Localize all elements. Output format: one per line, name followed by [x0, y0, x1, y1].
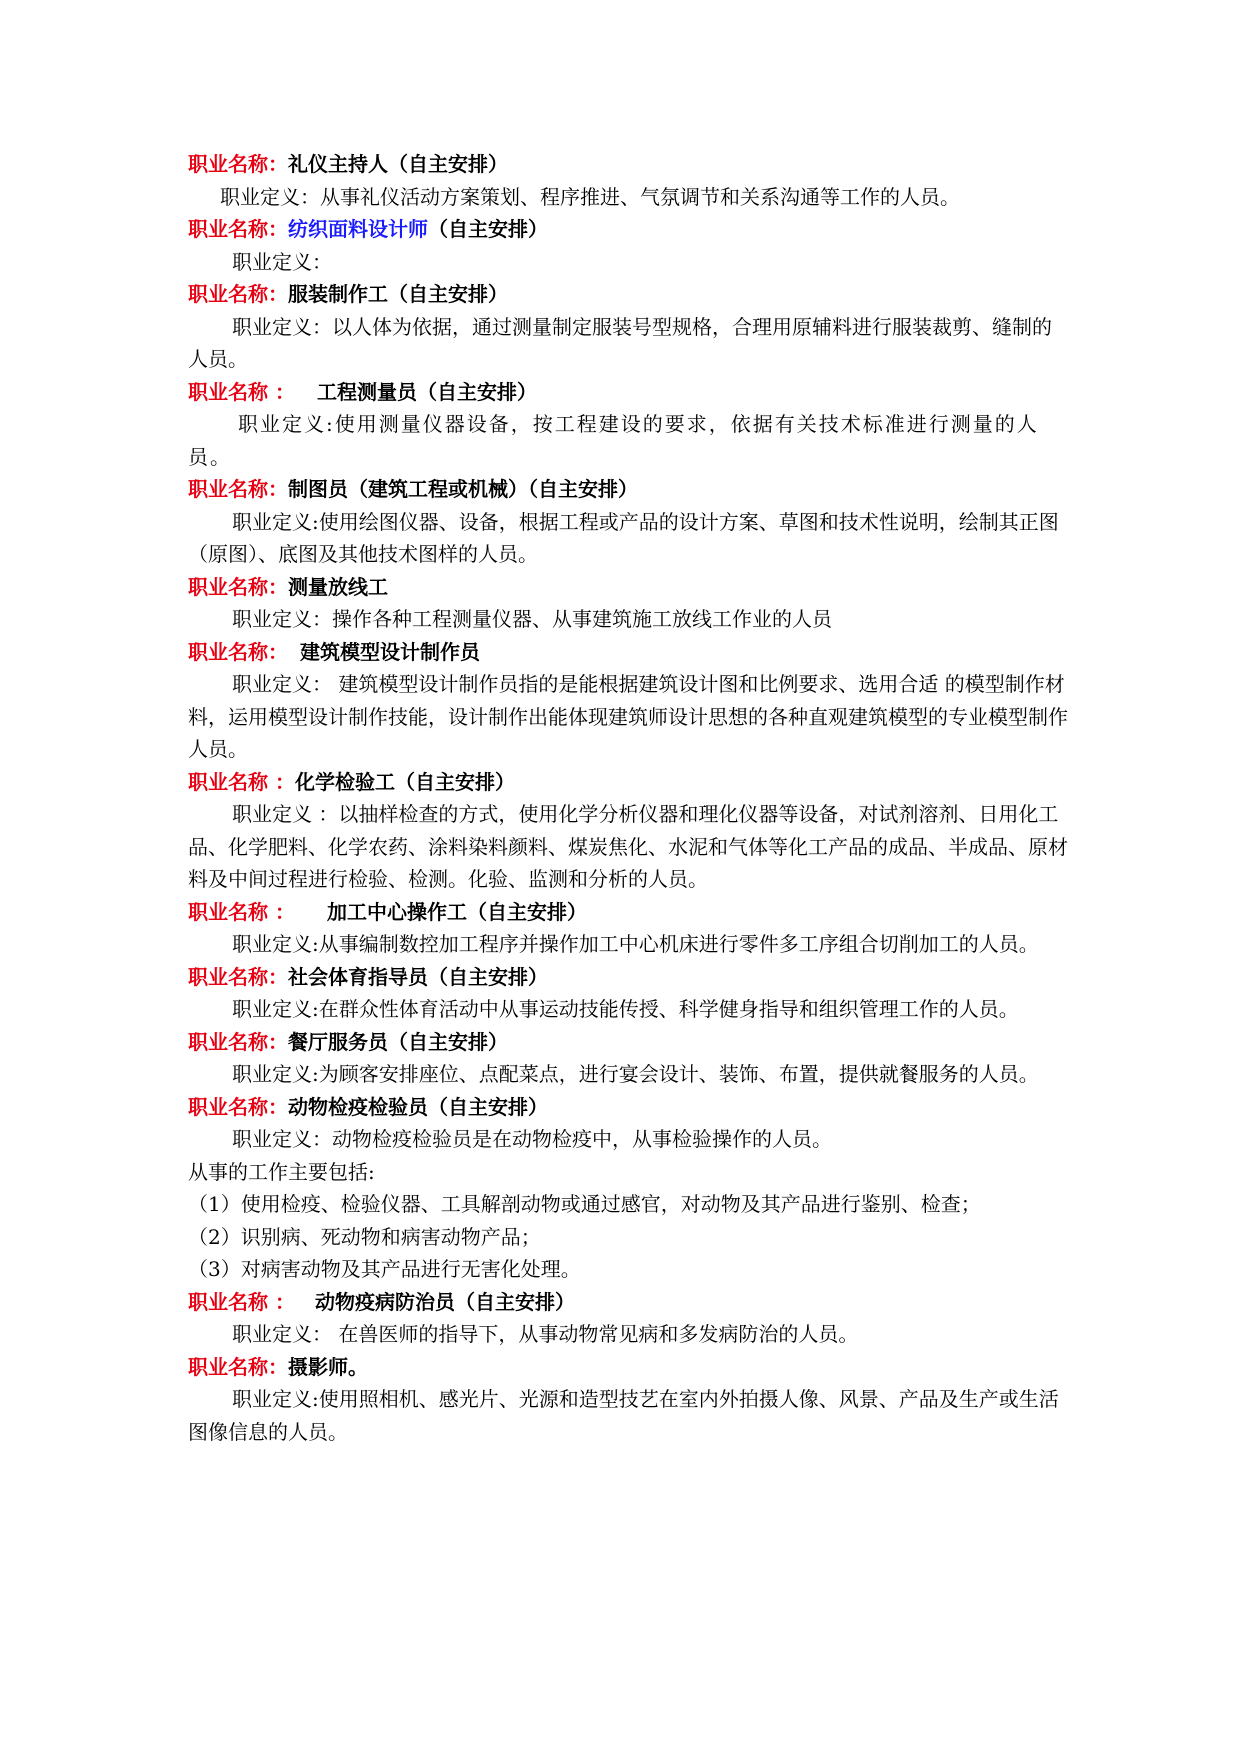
occupation-label: 职业名称：	[188, 639, 288, 664]
occupation-label: 职业名称：	[188, 1354, 288, 1379]
occupation-name: 动物检疫检验员	[288, 1094, 428, 1119]
occupation-title	[188, 896, 1068, 929]
occupation-suffix: （自主安排）	[466, 899, 587, 924]
occupation-entry	[188, 148, 1068, 213]
occupation-suffix: （自主安排）	[428, 1094, 548, 1119]
occupation-entry	[188, 571, 1068, 636]
occupation-definition: 职业定义:从事编制数控加工程序并操作加工中心机床进行零件多工序组合切削加工的人员。	[232, 932, 1039, 956]
occupation-entry	[188, 1026, 1068, 1091]
occupation-title	[188, 148, 1068, 181]
occupation-suffix: （自主安排）	[528, 477, 638, 501]
duty-item: （2）识别病、死动物和病害动物产品；	[188, 1224, 541, 1249]
occupation-name: 礼仪主持人	[288, 152, 388, 176]
occupation-name: 建筑模型设计制作员	[300, 639, 480, 664]
occupation-definition: 职业定义：从事礼仪活动方案策划、程序推进、气氛调节和关系沟通等工作的人员。	[220, 184, 960, 209]
occupation-suffix: （自主安排）	[428, 964, 548, 989]
occupation-definition: 职业定义： 建筑模型设计制作员指的是能根据建筑设计图和比例要求、选用合适 的模型制作材料，运用模型设计制作技能，设计制作出能体现建筑师设计思想的各种直观建筑模型的专业模型制作人员。	[188, 672, 1068, 761]
occupation-definition: 职业定义： 在兽医师的指导下，从事动物常见病和多发病防治的人员。	[232, 1322, 859, 1346]
occupation-label: 职业名称：	[188, 217, 288, 241]
occupation-definition: 职业定义 ：以抽样检查的方式，使用化学分析仪器和理化仪器等设备，对试剂溶剂、日用化工品、化学肥料、化学农药、涂料染料颜料、煤炭焦化、水泥和气体等化工产品的成品、半成品、原材料及中间过程进行检验、检测。化验、监测和分析的人员。	[188, 802, 1068, 891]
occupation-suffix: （自主安排）	[454, 1289, 575, 1314]
occupation-suffix: （自主安排）	[388, 282, 508, 306]
occupation-title	[188, 213, 1068, 246]
occupation-definition: 职业定义：	[232, 249, 332, 274]
occupation-entry	[188, 1286, 1068, 1351]
occupation-label: 职业名称：	[188, 574, 288, 599]
occupation-label: 职业名称：	[188, 477, 288, 501]
occupation-entry	[188, 896, 1068, 961]
occupation-entry	[188, 376, 1068, 474]
occupation-entry	[188, 213, 1068, 278]
occupation-label: 职业名称 ：	[188, 769, 295, 794]
occupation-name: 制图员（建筑工程或机械）	[288, 477, 528, 501]
occupation-name: 服装制作工	[288, 282, 388, 306]
occupation-name: 工程测量员	[316, 379, 417, 404]
occupation-entry	[188, 473, 1068, 571]
duty-item: （3）对病害动物及其产品进行无害化处理。	[188, 1257, 581, 1281]
occupation-title	[188, 636, 1068, 669]
occupation-title	[188, 473, 1068, 506]
occupation-suffix: （自主安排）	[388, 152, 508, 176]
occupation-entry	[188, 961, 1068, 1026]
document-page	[188, 148, 1068, 1448]
occupation-label: 职业名称 ：	[188, 379, 295, 404]
occupation-suffix: （自主安排）	[388, 1029, 508, 1054]
occupation-title	[188, 1026, 1068, 1059]
occupation-name: 餐厅服务员	[288, 1029, 388, 1054]
occupation-title	[188, 961, 1068, 994]
occupation-definition: 职业定义:使用照相机、感光片、光源和造型技艺在室内外拍摄人像、风景、产品及生产或生活图像信息的人员。	[188, 1387, 1059, 1444]
occupation-title	[188, 1286, 1068, 1319]
occupation-definition: 职业定义：以人体为依据，通过测量制定服装号型规格，合理用原辅料进行服装裁剪、缝制的人员。	[188, 314, 1052, 371]
occupation-label: 职业名称 ：	[188, 899, 295, 924]
occupation-title	[188, 571, 1068, 604]
occupation-entry	[188, 636, 1068, 766]
occupation-label: 职业名称：	[188, 152, 288, 176]
occupation-name: 社会体育指导员	[288, 964, 428, 989]
occupation-label: 职业名称：	[188, 964, 288, 989]
occupation-name: 摄影师。	[288, 1354, 368, 1379]
occupation-name: 测量放线工	[288, 574, 388, 599]
occupation-entry	[188, 1351, 1068, 1449]
occupation-entry	[188, 278, 1068, 376]
occupation-suffix: （自主安排）	[428, 217, 548, 241]
occupation-label: 职业名称：	[188, 1094, 288, 1119]
occupation-definition: 职业定义:在群众性体育活动中从事运动技能传授、科学健身指导和组织管理工作的人员。	[232, 997, 1019, 1021]
occupation-definition: 职业定义:使用绘图仪器、设备，根据工程或产品的设计方案、草图和技术性说明，绘制其正图（原图）、底图及其他技术图样的人员。	[188, 509, 1059, 566]
occupation-definition: 职业定义:为顾客安排座位、点配菜点，进行宴会设计、装饰、布置，提供就餐服务的人员。	[232, 1062, 1039, 1086]
occupation-title	[188, 1091, 1068, 1124]
occupation-entry	[188, 766, 1068, 896]
occupation-suffix: （自主安排）	[394, 769, 515, 794]
occupation-title	[188, 376, 1068, 409]
occupation-title	[188, 278, 1068, 311]
duty-item: （1）使用检疫、检验仪器、工具解剖动物或通过感官，对动物及其产品进行鉴别、检查；	[188, 1192, 981, 1216]
occupation-name: 动物疫病防治员	[314, 1289, 455, 1314]
occupation-entry	[188, 1091, 1068, 1286]
occupation-title	[188, 1351, 1068, 1384]
occupation-suffix: （自主安排）	[416, 379, 537, 404]
occupation-label: 职业名称：	[188, 282, 288, 306]
occupation-label: 职业名称 ：	[188, 1289, 295, 1314]
occupation-name: 化学检验工	[294, 769, 395, 794]
occupation-name-link[interactable]: 纺织面料设计师	[288, 217, 428, 241]
occupation-label: 职业名称：	[188, 1029, 288, 1054]
duties-heading: 从事的工作主要包括:	[188, 1159, 375, 1184]
occupation-definition: 职业定义：操作各种工程测量仪器、从事建筑施工放线工作业的人员	[232, 607, 832, 631]
occupation-definition: 职业定义：动物检疫检验员是在动物检疫中，从事检验操作的人员。	[232, 1127, 832, 1151]
occupation-title	[188, 766, 1068, 799]
occupation-definition: 职业定义:使用测量仪器设备，按工程建设的要求，依据有关技术标准进行测量的人员。	[188, 412, 1039, 469]
occupation-name: 加工中心操作工	[326, 899, 467, 924]
